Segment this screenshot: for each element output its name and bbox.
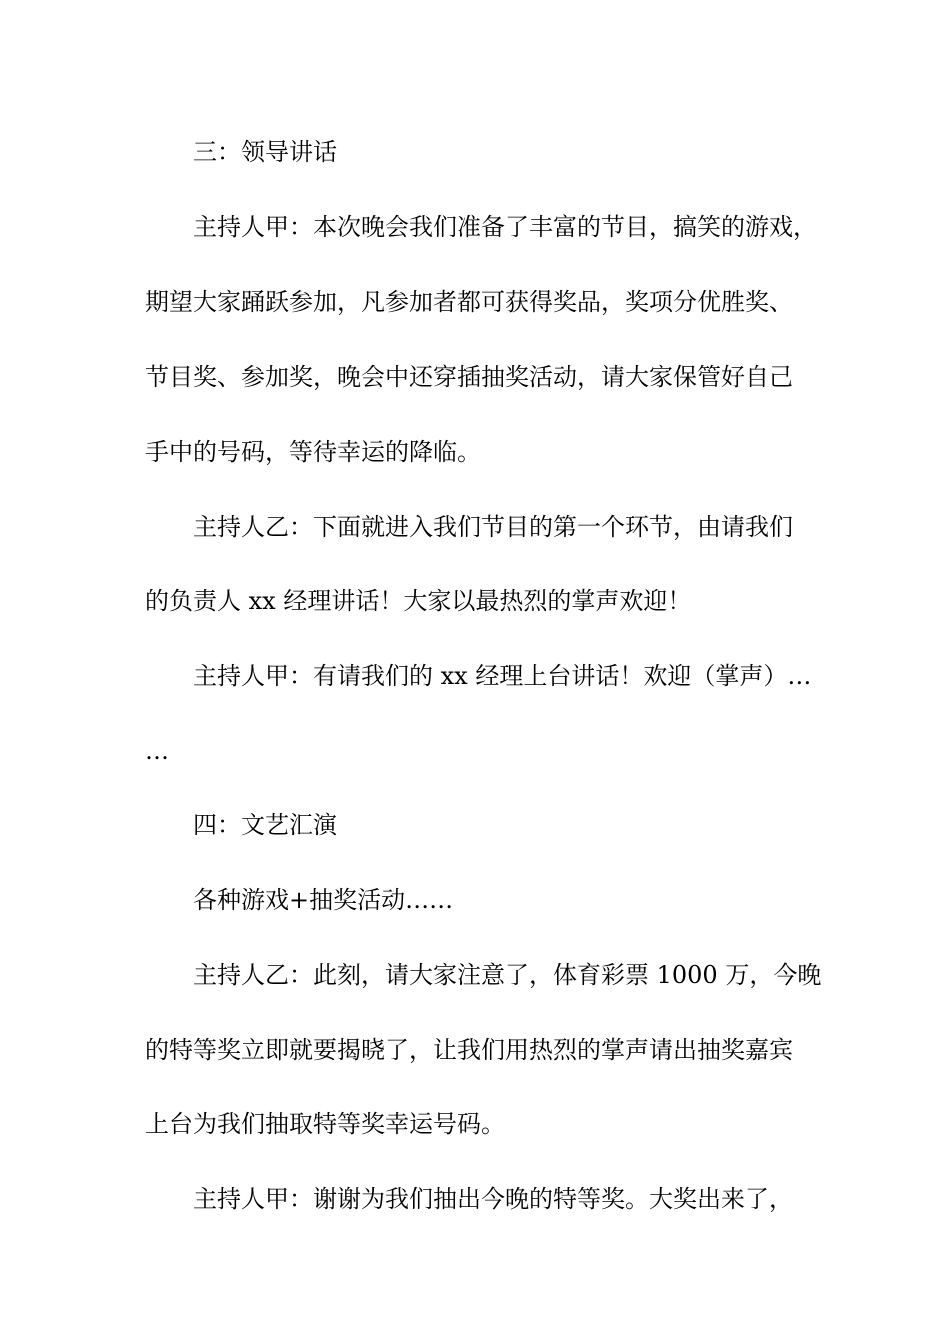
paragraph-line: 手中的号码，等待幸运的降临。: [145, 438, 481, 466]
paragraph-line: 各种游戏+抽奖活动……: [193, 886, 454, 914]
section-heading: 四：文艺汇演: [193, 811, 337, 839]
paragraph-line: 的特等奖立即就要揭晓了，让我们用热烈的掌声请出抽奖嘉宾: [145, 1036, 793, 1064]
paragraph-line: 的负责人 xx 经理讲话！大家以最热烈的掌声欢迎！: [145, 587, 692, 615]
paragraph-line: 节目奖、参加奖，晚会中还穿插抽奖活动，请大家保管好自己: [145, 363, 793, 391]
paragraph-line: 主持人甲：本次晚会我们准备了丰富的节目，搞笑的游戏，: [193, 213, 817, 241]
section-heading: 三：领导讲话: [193, 138, 337, 166]
paragraph-line: 主持人甲：有请我们的 xx 经理上台讲话！欢迎（掌声）…: [193, 662, 812, 690]
paragraph-line: 上台为我们抽取特等奖幸运号码。: [145, 1110, 505, 1138]
paragraph-line: …: [145, 737, 169, 765]
paragraph-line: 主持人乙：此刻，请大家注意了，体育彩票 1000 万，今晚: [193, 961, 822, 989]
paragraph-line: 期望大家踊跃参加，凡参加者都可获得奖品，奖项分优胜奖、: [145, 288, 793, 316]
paragraph-line: 主持人乙：下面就进入我们节目的第一个环节，由请我们: [193, 513, 793, 541]
paragraph-line: 主持人甲：谢谢为我们抽出今晚的特等奖。大奖出来了，: [193, 1185, 793, 1213]
